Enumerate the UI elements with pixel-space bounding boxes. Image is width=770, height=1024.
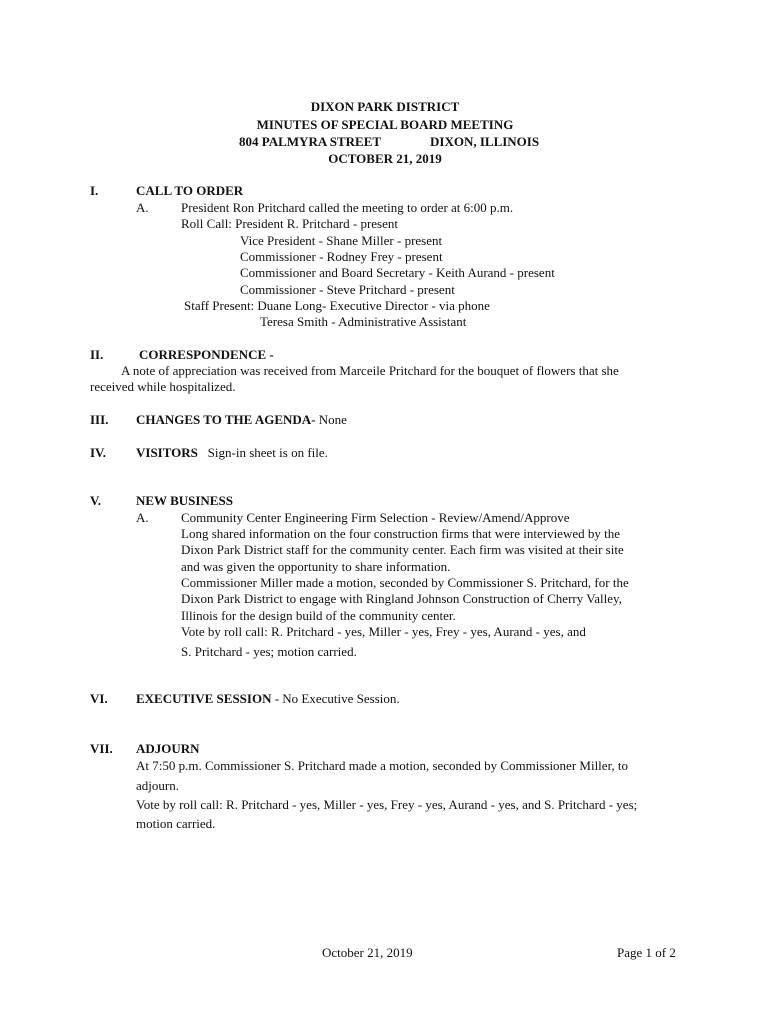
new-business-line: Dixon Park District to engage with Ringland Johnson Construction of Cherry Valley, <box>181 591 622 606</box>
roll-call-member: Vice President - Shane Miller - present <box>240 233 443 248</box>
new-business-line: S. Pritchard - yes; motion carried. <box>181 644 357 659</box>
adjourn-line: adjourn. <box>136 778 179 793</box>
new-business-line: Illinois for the design build of the community center. <box>181 608 456 623</box>
roll-call-member: Commissioner - Rodney Frey - present <box>240 249 443 264</box>
new-business-line: Vote by roll call: R. Pritchard - yes, Miller - yes, Frey - yes, Aurand - yes, and <box>181 624 586 639</box>
section-numeral: III. <box>90 412 109 427</box>
footer-date: October 21, 2019 <box>322 945 413 960</box>
section-numeral: V. <box>90 493 101 508</box>
section-numeral: I. <box>90 183 99 198</box>
document-title: DIXON PARK DISTRICT <box>310 99 460 114</box>
section-numeral: VI. <box>90 691 108 706</box>
executive-session-text: - No Executive Session. <box>271 691 400 706</box>
meeting-date: OCTOBER 21, 2019 <box>328 151 442 166</box>
item-label: A. <box>136 200 149 215</box>
new-business-line: Long shared information on the four construction firms that were interviewed by the <box>181 526 620 541</box>
section-heading-new-business: NEW BUSINESS <box>136 493 233 508</box>
section-heading-visitors: VISITORS <box>136 445 198 460</box>
meeting-street: 804 PALMYRA STREET <box>239 134 382 149</box>
footer-page-number: Page 1 of 2 <box>617 945 676 960</box>
adjourn-line: At 7:50 p.m. Commissioner S. Pritchard made a motion, seconded by Commissioner Miller, to <box>136 758 628 773</box>
section-numeral: II. <box>90 347 104 362</box>
visitors-text: Sign-in sheet is on file. <box>197 445 328 460</box>
agenda-changes-text: None <box>315 412 347 427</box>
executive-session-line <box>136 691 400 707</box>
roll-call-member: Commissioner and Board Secretary - Keith Aurand - present <box>240 265 555 280</box>
section-numeral: VII. <box>90 741 113 756</box>
document-subtitle: MINUTES OF SPECIAL BOARD MEETING <box>256 117 514 132</box>
staff-present-line: Staff Present: Duane Long- Executive Director - via phone <box>184 298 490 313</box>
new-business-line: Commissioner Miller made a motion, seconded by Commissioner S. Pritchard, for the <box>181 575 629 590</box>
section-heading-correspondence: CORRESPONDENCE - <box>139 347 274 362</box>
section-heading-call-to-order: CALL TO ORDER <box>136 183 244 198</box>
visitors-line <box>136 445 328 461</box>
call-to-order-text: President Ron Pritchard called the meeting to order at 6:00 p.m. <box>181 200 514 215</box>
roll-call-line: Roll Call: President R. Pritchard - present <box>181 216 398 231</box>
section-heading-adjourn: ADJOURN <box>136 741 200 756</box>
adjourn-line: motion carried. <box>136 816 216 831</box>
staff-present-line: Teresa Smith - Administrative Assistant <box>260 314 467 329</box>
new-business-line: Dixon Park District staff for the community center. Each firm was visited at their site <box>181 542 624 557</box>
correspondence-text: received while hospitalized. <box>90 379 236 394</box>
item-label: A. <box>136 510 149 525</box>
meeting-city: DIXON, ILLINOIS <box>430 134 540 149</box>
new-business-line: and was given the opportunity to share information. <box>181 559 451 574</box>
adjourn-line: Vote by roll call: R. Pritchard - yes, Miller - yes, Frey - yes, Aurand - yes, and S. Pritchard - yes; <box>136 797 638 812</box>
roll-call-member: Commissioner - Steve Pritchard - present <box>240 282 455 297</box>
section-heading-executive-session: EXECUTIVE SESSION <box>136 691 272 706</box>
correspondence-text: A note of appreciation was received from Marceile Pritchard for the bouquet of flowers that she <box>121 363 619 378</box>
new-business-line: Community Center Engineering Firm Selection - Review/Amend/Approve <box>181 510 570 525</box>
section-numeral: IV. <box>90 445 107 460</box>
agenda-changes-line <box>136 412 347 428</box>
section-heading-agenda-changes: CHANGES TO THE AGENDA- <box>136 412 316 427</box>
